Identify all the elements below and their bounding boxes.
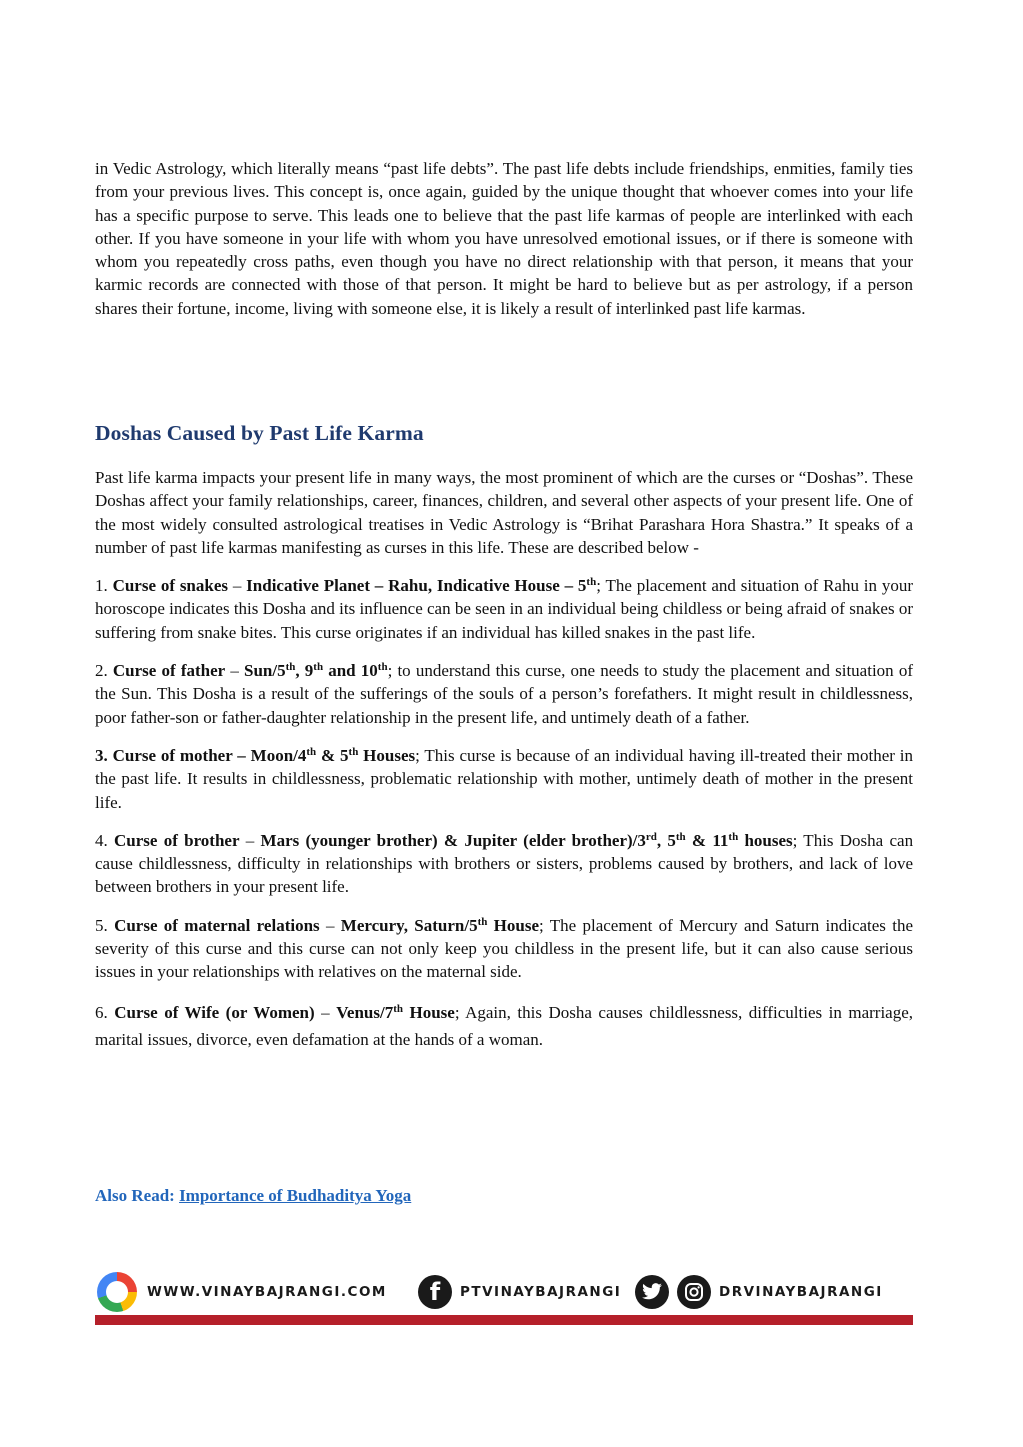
list-item: 2. Curse of father – Sun/5th, 9th and 10th; to understand this curse, one needs to study the placement and situation of the Sun. This Dosha is a result of the sufferings of the souls of a person’s forefathers. It might result in childlessness, poor father-son or father-daughter relationship in the present life, and untimely death of a father. xyxy=(95,661,913,727)
footer-bar xyxy=(95,1315,913,1325)
facebook-icon: f xyxy=(418,1275,452,1309)
section-paragraph: Past life karma impacts your present life in many ways, the most prominent of which are the curses or “Doshas”. These Doshas affect your family relationships, career, finances, children, and several other aspects of your present life. One of the most widely consulted astrological treatises in Vedic Astrology is “Brihat Parashara Hora Shastra.” It speaks of a number of past life karmas manifesting as curses in this life. These are described below - xyxy=(95,468,913,557)
also-read-link[interactable]: Importance of Budhaditya Yoga xyxy=(179,1186,412,1205)
intro-block xyxy=(95,157,913,320)
doshas-section xyxy=(95,466,913,1068)
also-read xyxy=(95,1186,411,1206)
list-item: 5. Curse of maternal relations – Mercury, Saturn/5th House; The placement of Mercury and Saturn indicates the severity of this curse and this curse can not only keep you childless in the present life, but it can also cause serious issues in your relationships with relatives on the maternal side. xyxy=(95,915,914,982)
list-item: 1. Curse of snakes – Indicative Planet – Rahu, Indicative House – 5th; The placement and situation of Rahu in your horoscope indicates this Dosha and its influence can be seen in an individual being childless or being afraid of snakes or suffering from snake bites. This curse originates if an individual has killed snakes in the past life. xyxy=(95,576,914,642)
list-item: 3. Curse of mother – Moon/4th & 5th Houses; This curse is because of an individual having ill-treated their mother in the past life. It results in childlessness, problematic relationship with mother, untimely death of mother in the present life. xyxy=(95,745,913,812)
twitter-icon xyxy=(635,1275,669,1309)
footer-social[interactable] xyxy=(635,1272,883,1312)
social-handle: DRVINAYBAJRANGI xyxy=(719,1284,883,1300)
also-read-label: Also Read: xyxy=(95,1186,180,1205)
website-text: WWW.VINAYBAJRANGI.COM xyxy=(147,1284,387,1300)
google-icon xyxy=(97,1272,137,1312)
footer-website[interactable] xyxy=(97,1272,387,1312)
instagram-icon xyxy=(677,1275,711,1309)
list-item: 6. Curse of Wife (or Women) – Venus/7th House; Again, this Dosha causes childlessness, difficulties in marriage, marital issues, divorce, even defamation at the hands of a woman. xyxy=(95,1002,914,1049)
list-item: 4. Curse of brother – Mars (younger brother) & Jupiter (elder brother)/3rd, 5th & 11th houses; This Dosha can cause childlessness, difficulty in relationships with brothers or sisters, problems caused by brothers, and lack of love between brothers in your present life. xyxy=(95,830,914,897)
section-heading: Doshas Caused by Past Life Karma xyxy=(95,421,424,445)
intro-paragraph: in Vedic Astrology, which literally means “past life debts”. The past life debts include friendships, enmities, family ties from your previous lives. This concept is, once again, guided by the unique thought that whoever comes into your life has a specific purpose to serve. This leads one to believe that the past life karmas of people are interlinked with each other. If you have someone in your life with whom you have unresolved emotional issues, or if there is someone with whom you repeatedly cross paths, even though you have no direct relationship with that person, it means that your karmic records are connected with those of that person. It might be hard to believe but as per astrology, if a person shares their fortune, income, living with someone else, it is likely a result of interlinked past life karmas. xyxy=(95,159,913,318)
facebook-handle: PTVINAYBAJRANGI xyxy=(460,1284,622,1300)
footer-facebook[interactable] xyxy=(418,1272,621,1312)
footer-banner xyxy=(95,1272,913,1324)
